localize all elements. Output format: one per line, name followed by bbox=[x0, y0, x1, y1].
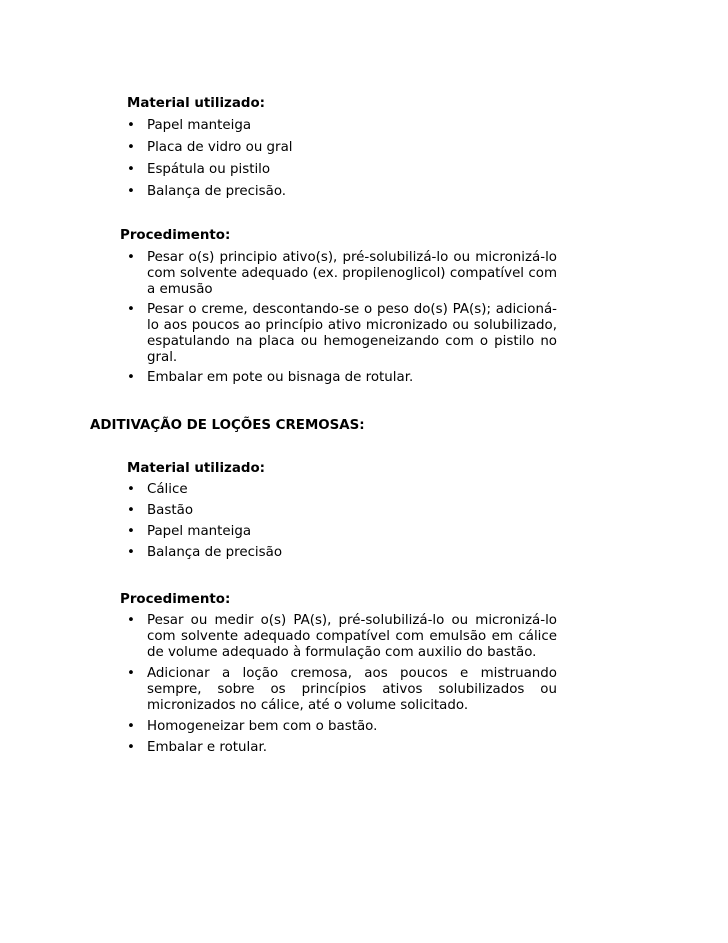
bullet: • bbox=[127, 250, 135, 265]
materials-list-1 bbox=[127, 118, 577, 200]
list-item: • Pesar ou medir o(s) PA(s), pré-solubilizá-lo ou micronizá-lo com solvente adequado compatível com emulsão em cálice de volume adequado à formulação com auxilio do bastão. bbox=[127, 613, 557, 660]
list-item: • Pesar o creme, descontando-se o peso do(s) PA(s); adicioná-lo aos poucos ao princípio ativo micronizado ou solubilizado, espatulando na placa ou hemogeneizando com o pistilo no gral. bbox=[127, 302, 557, 365]
list-item: • Embalar em pote ou bisnaga de rotular. bbox=[127, 370, 414, 385]
bullet: • bbox=[127, 140, 135, 155]
list-item: • Cálice bbox=[127, 482, 188, 497]
procedure-list-2 bbox=[127, 613, 557, 756]
procedure-heading-2: Procedimento: bbox=[120, 592, 231, 607]
bullet: • bbox=[127, 666, 135, 681]
bullet: • bbox=[127, 524, 135, 539]
bullet: • bbox=[127, 482, 135, 497]
materials-heading-1: Material utilizado: bbox=[127, 96, 265, 111]
materials-heading-2: Material utilizado: bbox=[127, 461, 265, 476]
list-item: • Adicionar a loção cremosa, aos poucos e mistruando sempre, sobre os princípios ativos solubilizados ou micronizados no cálice, até o volume solicitado. bbox=[127, 666, 557, 713]
materials-list-2 bbox=[127, 482, 577, 561]
procedure-heading-1: Procedimento: bbox=[120, 228, 231, 243]
bullet: • bbox=[127, 545, 135, 560]
bullet: • bbox=[127, 740, 135, 755]
list-item: • Homogeneizar bem com o bastão. bbox=[127, 719, 378, 734]
list-item: • Placa de vidro ou gral bbox=[127, 140, 293, 155]
list-item: • Balança de precisão. bbox=[127, 184, 287, 199]
list-item: • Espátula ou pistilo bbox=[127, 162, 271, 177]
list-item: • Bastão bbox=[127, 503, 194, 518]
bullet: • bbox=[127, 162, 135, 177]
list-item: • Pesar o(s) principio ativo(s), pré-solubilizá-lo ou micronizá-lo com solvente adequado (ex. propilenoglicol) compatível com a emusão bbox=[127, 250, 557, 297]
list-item: • Papel manteiga bbox=[127, 118, 252, 133]
bullet: • bbox=[127, 118, 135, 133]
procedure-list-1 bbox=[127, 250, 557, 386]
list-item: • Papel manteiga bbox=[127, 524, 252, 539]
list-item: • Embalar e rotular. bbox=[127, 740, 267, 755]
bullet: • bbox=[127, 302, 135, 317]
bullet: • bbox=[127, 503, 135, 518]
section-title: ADITIVAÇÃO DE LOÇÕES CREMOSAS: bbox=[90, 418, 365, 433]
list-item: • Balança de precisão bbox=[127, 545, 283, 560]
bullet: • bbox=[127, 370, 135, 385]
bullet: • bbox=[127, 719, 135, 734]
bullet: • bbox=[127, 184, 135, 199]
bullet: • bbox=[127, 613, 135, 628]
